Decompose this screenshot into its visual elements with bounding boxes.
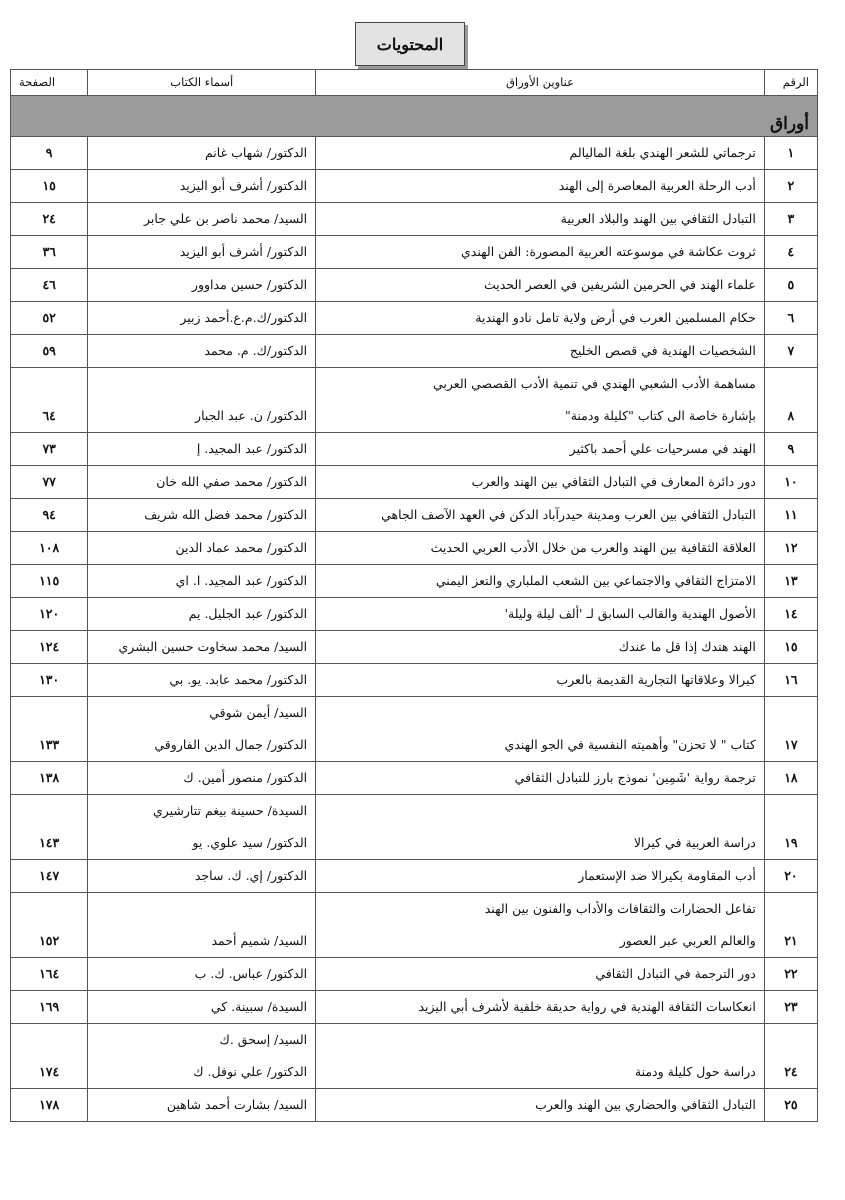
paper-title-line: ثروت عكاشة في موسوعته العربية المصورة: الفن الهندي <box>461 244 756 259</box>
author-name: الدكتور/ إي. ك. ساجد <box>194 868 308 883</box>
author-name: السيدة/ سبينة. كي <box>210 999 308 1014</box>
row-number: ١٠ <box>764 466 817 499</box>
header-author-names: أسماء الكتاب <box>88 70 316 96</box>
author-name: السيد/ محمد سخاوت حسين البشري <box>118 639 308 654</box>
author-names <box>88 368 316 433</box>
author-names <box>88 664 316 697</box>
author-name: الدكتور/ك.م.ع.أحمد زبير <box>180 310 308 325</box>
paper-title-line: أدب المقاومة بكيرالا ضد الإستعمار <box>578 868 756 883</box>
table-row <box>11 795 818 860</box>
row-number: ١٦ <box>764 664 817 697</box>
row-number: ١٢ <box>764 532 817 565</box>
page-number: ١٠٨ <box>11 532 88 565</box>
paper-title <box>316 170 765 203</box>
paper-title <box>316 1024 765 1089</box>
header-row <box>11 70 818 96</box>
page-number: ١٥٢ <box>11 893 88 958</box>
paper-title <box>316 1089 765 1122</box>
page-number: ١٥ <box>11 170 88 203</box>
author-names <box>88 170 316 203</box>
page-number: ١٣٠ <box>11 664 88 697</box>
paper-title <box>316 795 765 860</box>
table-row <box>11 664 818 697</box>
author-name: الدكتور/ محمد فضل الله شريف <box>144 507 308 522</box>
table-row <box>11 697 818 762</box>
author-names <box>88 565 316 598</box>
paper-title-line: انعكاسات الثقافة الهندية في رواية حديقة خلفية لأشرف أبي اليزيد <box>418 999 756 1014</box>
row-number: ١٥ <box>764 631 817 664</box>
page-number: ٢٤ <box>11 203 88 236</box>
page-number: ١٤٣ <box>11 795 88 860</box>
paper-title <box>316 433 765 466</box>
paper-title-line: ترجمة رواية 'شَمِين' نموذج بارز للتبادل الثقافي <box>514 770 756 785</box>
row-number: ١٣ <box>764 565 817 598</box>
author-names <box>88 137 316 170</box>
author-names <box>88 697 316 762</box>
author-names <box>88 302 316 335</box>
row-number: ٢١ <box>764 893 817 958</box>
paper-title <box>316 697 765 762</box>
row-number: ٥ <box>764 269 817 302</box>
row-number: ٢٠ <box>764 860 817 893</box>
paper-title-line: أدب الرحلة العربية المعاصرة إلى الهند <box>558 178 756 193</box>
paper-title-line: والعالم العربي عبر العصور <box>619 933 756 948</box>
table-row <box>11 236 818 269</box>
table-row <box>11 170 818 203</box>
table-row <box>11 302 818 335</box>
table-row <box>11 137 818 170</box>
page-number: ١٦٤ <box>11 958 88 991</box>
author-name: الدكتور/ شهاب غانم <box>204 145 308 160</box>
header-paper-titles: عناوين الأوراق <box>316 70 765 96</box>
paper-title <box>316 664 765 697</box>
paper-title <box>316 269 765 302</box>
author-names <box>88 1024 316 1089</box>
paper-title-line: التبادل الثقافي بين الهند والبلاد العربية <box>560 211 756 226</box>
author-name: السيد/ محمد ناصر بن علي جابر <box>144 211 308 226</box>
page-number: ٣٦ <box>11 236 88 269</box>
author-name: الدكتور/ سيد علوي. يو <box>192 835 308 850</box>
author-names <box>88 269 316 302</box>
paper-title <box>316 203 765 236</box>
table-row <box>11 565 818 598</box>
author-names <box>88 631 316 664</box>
row-number: ٢ <box>764 170 817 203</box>
table-body <box>11 96 818 1122</box>
row-number: ٧ <box>764 335 817 368</box>
paper-title-line: كيرالا وعلاقاتها التجارية القديمة بالعرب <box>556 672 756 687</box>
paper-title <box>316 499 765 532</box>
table-row <box>11 958 818 991</box>
page-number: ٥٩ <box>11 335 88 368</box>
page-title: المحتويات <box>355 22 465 66</box>
row-number: ١٩ <box>764 795 817 860</box>
paper-title-line: دراسة العربية في كيرالا <box>633 835 756 850</box>
page-number: ٦٤ <box>11 368 88 433</box>
paper-title-line: الشخصيات الهندية في قصص الخليج <box>569 343 756 358</box>
paper-title <box>316 532 765 565</box>
row-number: ٢٣ <box>764 991 817 1024</box>
paper-title-line: مساهمة الأدب الشعبي الهندي في تنمية الأدب القصصي العربي <box>433 376 756 391</box>
author-names <box>88 860 316 893</box>
paper-title <box>316 860 765 893</box>
paper-title <box>316 598 765 631</box>
row-number: ٢٥ <box>764 1089 817 1122</box>
page-number: ٩٤ <box>11 499 88 532</box>
table-row <box>11 368 818 433</box>
row-number: ١٤ <box>764 598 817 631</box>
author-name: الدكتور/ أشرف أبو اليزيد <box>179 178 308 193</box>
page-number: ١٧٨ <box>11 1089 88 1122</box>
author-name: الدكتور/ منصور أمين. ك <box>183 770 308 785</box>
page-number: ١٦٩ <box>11 991 88 1024</box>
row-number: ١٨ <box>764 762 817 795</box>
page-number: ٤٦ <box>11 269 88 302</box>
page-number: ١٤٧ <box>11 860 88 893</box>
author-names <box>88 762 316 795</box>
author-names <box>88 335 316 368</box>
table-row <box>11 631 818 664</box>
author-name: السيد/ إسحق .ك <box>219 1032 308 1047</box>
author-name: الدكتور/ محمد عماد الدين <box>175 540 308 555</box>
paper-title <box>316 335 765 368</box>
paper-title <box>316 236 765 269</box>
author-name: الدكتور/ محمد صفي الله خان <box>156 474 308 489</box>
paper-title <box>316 137 765 170</box>
author-name: الدكتور/ جمال الدين الفاروقي <box>154 737 308 752</box>
paper-title <box>316 991 765 1024</box>
paper-title-line: دراسة حول كليلة ودمنة <box>634 1064 756 1079</box>
author-name: الدكتور/ك. م. محمد <box>204 343 308 358</box>
table-row <box>11 203 818 236</box>
paper-title-line: الهند في مسرحيات علي أحمد باكثير <box>569 441 756 456</box>
paper-title <box>316 762 765 795</box>
paper-title <box>316 631 765 664</box>
paper-title-line: ترجماتي للشعر الهندي بلغة الماليالم <box>569 145 756 160</box>
table-row <box>11 269 818 302</box>
paper-title <box>316 565 765 598</box>
paper-title-line: حكام المسلمين العرب في أرض ولاية تامل نادو الهندية <box>475 310 756 325</box>
page-number: ١٧٤ <box>11 1024 88 1089</box>
author-names <box>88 466 316 499</box>
paper-title <box>316 958 765 991</box>
author-name: السيد/ أيمن شوقي <box>209 705 308 720</box>
author-name: الدكتور/ عبد المجيد. إ <box>196 441 308 456</box>
row-number: ٢٢ <box>764 958 817 991</box>
row-number: ٦ <box>764 302 817 335</box>
paper-title <box>316 893 765 958</box>
author-name: الدكتور/ حسين مداوور <box>191 277 308 292</box>
paper-title <box>316 368 765 433</box>
paper-title-line: تفاعل الحضارات والثقافات والأداب والفنون بين الهند <box>484 901 756 916</box>
page-number: ١١٥ <box>11 565 88 598</box>
author-name: الدكتور/ عبد الجليل. يم <box>188 606 308 621</box>
author-name: الدكتور/ ن. عبد الجبار <box>195 408 308 423</box>
paper-title-line: الهند هندك إذا قل ما عندك <box>618 639 756 654</box>
table-header <box>11 70 818 96</box>
table-row <box>11 499 818 532</box>
table-row <box>11 598 818 631</box>
row-number: ٤ <box>764 236 817 269</box>
header-number: الرقم <box>764 70 817 96</box>
author-name: الدكتور/ علي نوفل. ك <box>193 1064 308 1079</box>
table-row <box>11 991 818 1024</box>
paper-title-line: الامتزاج الثقافي والاجتماعي بين الشعب الملباري والتعز اليمني <box>435 573 756 588</box>
author-name: الدكتور/ أشرف أبو اليزيد <box>179 244 308 259</box>
author-names <box>88 236 316 269</box>
author-name: الدكتور/ عباس. ك. ب <box>194 966 308 981</box>
table-row <box>11 532 818 565</box>
paper-title-line: التبادل الثقافي بين العرب ومدينة حيدرآباد الدكن في العهد الآصف الجاهي <box>381 507 756 522</box>
contents-table <box>10 69 818 1122</box>
table-row <box>11 335 818 368</box>
author-names <box>88 991 316 1024</box>
table-row <box>11 860 818 893</box>
author-names <box>88 795 316 860</box>
paper-title-line: التبادل الثقافي والحضاري بين الهند والعرب <box>535 1097 756 1112</box>
author-names <box>88 203 316 236</box>
section-label: أوراق <box>11 96 818 137</box>
header-page: الصفحة <box>11 70 88 96</box>
author-name: السيد/ شميم أحمد <box>211 933 308 948</box>
author-names <box>88 893 316 958</box>
table-row <box>11 1024 818 1089</box>
paper-title <box>316 302 765 335</box>
page-number: ١٣٨ <box>11 762 88 795</box>
page-number: ٩ <box>11 137 88 170</box>
paper-title-line: دور الترجمة في التبادل الثقافي <box>595 966 756 981</box>
page-number: ٧٣ <box>11 433 88 466</box>
author-name: الدكتور/ عبد المجيد. ا. اي <box>175 573 308 588</box>
section-row <box>11 96 818 137</box>
author-names <box>88 1089 316 1122</box>
author-name: السيدة/ حسينة بيغم تتارشيري <box>152 803 308 818</box>
table-row <box>11 762 818 795</box>
author-names <box>88 958 316 991</box>
author-names <box>88 532 316 565</box>
table-row <box>11 1089 818 1122</box>
table-row <box>11 893 818 958</box>
row-number: ٨ <box>764 368 817 433</box>
row-number: ٢٤ <box>764 1024 817 1089</box>
page-number: ١٣٣ <box>11 697 88 762</box>
page-number: ٧٧ <box>11 466 88 499</box>
paper-title-line: العلاقة الثقافية بين الهند والعرب من خلال الأدب العربي الحديث <box>430 540 756 555</box>
author-names <box>88 433 316 466</box>
paper-title-line: علماء الهند في الحرمين الشريفين في العصر الحديث <box>483 277 756 292</box>
row-number: ١ <box>764 137 817 170</box>
page-number: ١٢٠ <box>11 598 88 631</box>
row-number: ٩ <box>764 433 817 466</box>
row-number: ١١ <box>764 499 817 532</box>
paper-title-line: كتاب " لا تحزن" وأهميته النفسية في الجو الهندي <box>504 737 756 752</box>
paper-title-line: الأصول الهندية والقالب السابق لـ 'ألف ليلة وليلة' <box>504 606 756 621</box>
table-row <box>11 433 818 466</box>
row-number: ٣ <box>764 203 817 236</box>
author-name: السيد/ بشارت أحمد شاهين <box>166 1097 308 1112</box>
page-number: ١٢٤ <box>11 631 88 664</box>
table-row <box>11 466 818 499</box>
author-name: الدكتور/ محمد عابد. يو. بي <box>169 672 308 687</box>
paper-title-line: دور دائرة المعارف في التبادل الثقافي بين الهند والعرب <box>471 474 756 489</box>
paper-title <box>316 466 765 499</box>
paper-title-line: بإشارة خاصة الى كتاب "كليلة ودمنة" <box>564 408 756 423</box>
page-number: ٥٢ <box>11 302 88 335</box>
author-names <box>88 499 316 532</box>
author-names <box>88 598 316 631</box>
row-number: ١٧ <box>764 697 817 762</box>
